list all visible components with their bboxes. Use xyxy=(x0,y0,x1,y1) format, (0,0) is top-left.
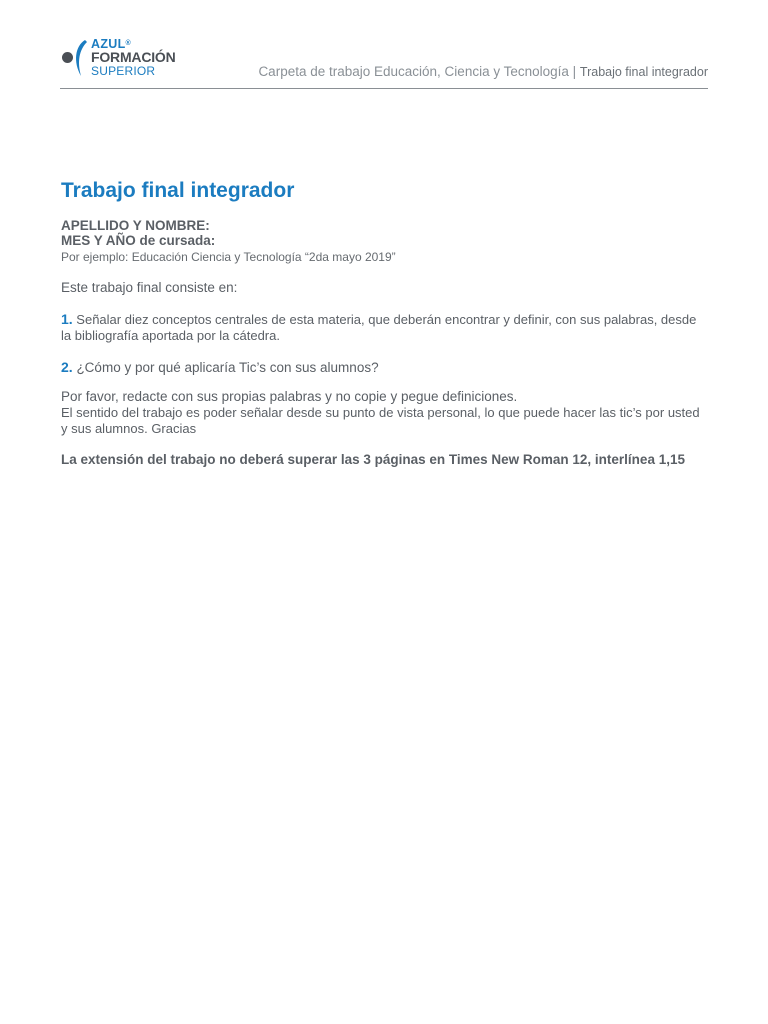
logo-text-azul: AZUL® xyxy=(91,37,131,51)
example-text: Por ejemplo: Educación Ciencia y Tecnología “2da mayo 2019” xyxy=(61,250,396,264)
length-note: La extensión del trabajo no deberá superar las 3 páginas en Times New Roman 12, interlínea 1,15 xyxy=(61,452,685,467)
intro-text: Este trabajo final consiste en: xyxy=(61,280,238,295)
item-1 xyxy=(61,311,707,344)
logo-text-superior: SUPERIOR xyxy=(91,64,156,78)
azul-formacion-logo xyxy=(60,36,180,82)
item-1-text: Señalar diez conceptos centrales de esta materia, que deberán encontrar y definir, con sus palabras, desde la bibliografía aportada por la cátedra. xyxy=(61,312,697,343)
document-body xyxy=(61,178,707,468)
header-title xyxy=(258,63,708,81)
name-label: APELLIDO Y NOMBRE: xyxy=(61,218,210,233)
logo-text-formacion: FORMACIÓN xyxy=(91,49,176,65)
header-title-sub: Trabajo final integrador xyxy=(579,65,708,79)
item-2-text: ¿Cómo y por qué aplicaría Tic’s con sus alumnos? xyxy=(72,360,379,375)
item-1-number: 1. xyxy=(61,311,73,327)
request-text: Por favor, redacte con sus propias palabras y no copie y pegue definiciones. xyxy=(61,389,518,404)
header-title-main: Carpeta de trabajo Educación, Ciencia y Tecnología | xyxy=(258,64,580,79)
purpose-text: El sentido del trabajo es poder señalar desde su punto de vista personal, lo que puede hacer las tic’s por usted y sus alumnos. Gracias xyxy=(61,405,700,436)
document-title: Trabajo final integrador xyxy=(61,179,295,202)
item-2 xyxy=(61,359,707,376)
date-label: MES Y AÑO de cursada: xyxy=(61,233,216,248)
page-header xyxy=(60,36,708,89)
item-2-number: 2. xyxy=(61,359,73,375)
